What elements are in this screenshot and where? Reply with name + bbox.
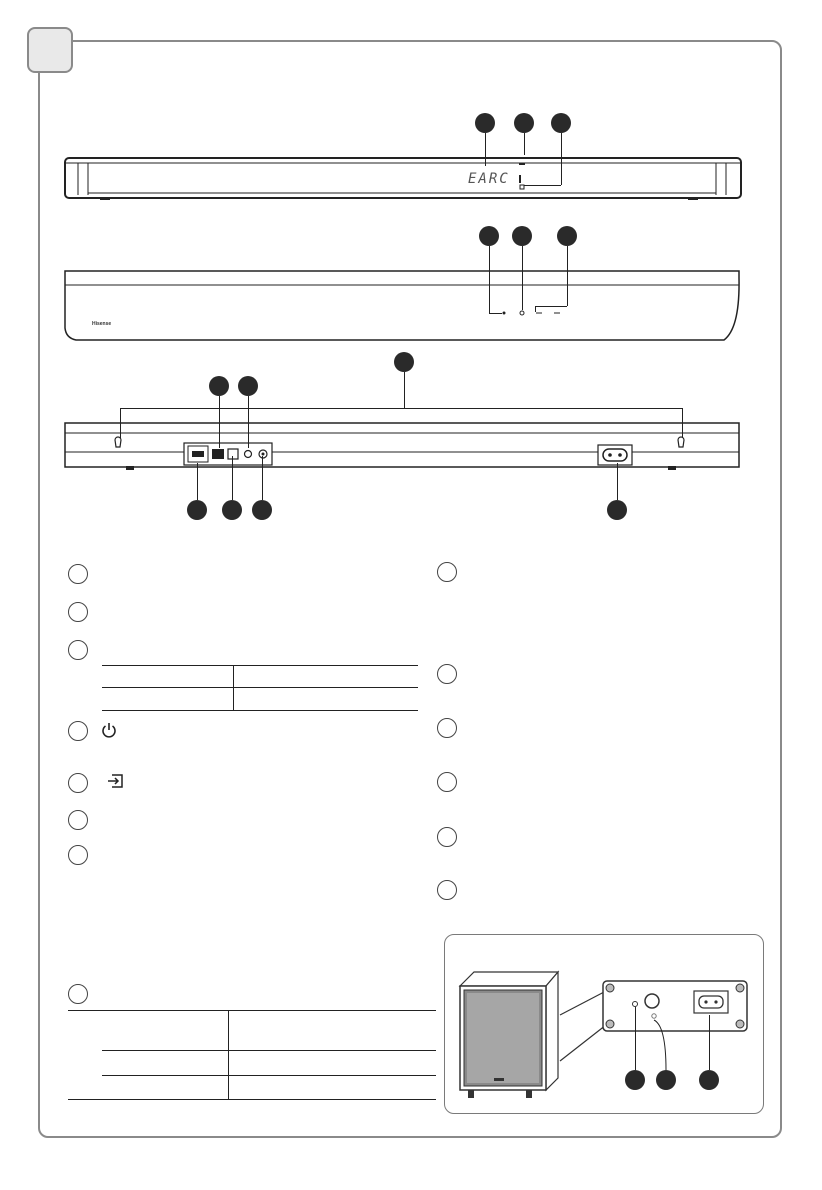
legend-number-marker — [68, 984, 88, 1004]
leader-line — [489, 313, 502, 314]
callout-marker — [238, 376, 258, 396]
leader-line — [652, 1018, 672, 1072]
legend-number-marker — [68, 602, 88, 622]
leader-line — [485, 133, 486, 166]
callout-marker — [252, 500, 272, 520]
spec-table-rule — [102, 1075, 436, 1076]
spec-table-rule — [228, 1010, 229, 1099]
spec-table-rule — [102, 687, 418, 688]
spec-table-rule — [68, 1010, 436, 1011]
subwoofer-illustration — [454, 966, 564, 1106]
legend-number-marker — [68, 721, 88, 741]
callout-marker — [187, 500, 207, 520]
brand-logo: Hisense — [92, 321, 112, 327]
leader-line — [404, 372, 405, 408]
leader-line — [617, 463, 618, 500]
input-source-icon — [107, 773, 125, 793]
callout-marker — [514, 113, 534, 133]
leader-line — [567, 246, 568, 306]
power-icon — [101, 722, 117, 742]
callout-marker — [699, 1070, 719, 1090]
leader-line — [197, 463, 198, 500]
leader-line — [535, 306, 567, 307]
callout-marker — [656, 1070, 676, 1090]
leader-line — [524, 133, 525, 155]
callout-marker — [475, 113, 495, 133]
callout-marker — [394, 352, 414, 372]
section-tab — [27, 27, 73, 73]
soundbar-top-view — [64, 268, 744, 342]
subwoofer-rear-panel — [602, 980, 748, 1032]
spec-table-rule — [68, 1099, 436, 1100]
spec-table-rule — [233, 665, 234, 710]
leader-line — [248, 396, 249, 448]
callout-marker — [551, 113, 571, 133]
callout-marker — [209, 376, 229, 396]
legend-number-marker — [68, 564, 88, 584]
leader-line — [524, 185, 561, 186]
callout-marker — [625, 1070, 645, 1090]
leader-line — [682, 408, 683, 438]
legend-number-marker — [68, 773, 88, 793]
front-display-text: EARC — [468, 171, 510, 187]
callout-marker — [222, 500, 242, 520]
legend-number-marker — [437, 664, 457, 684]
callout-marker — [512, 226, 532, 246]
spec-table-rule — [102, 710, 418, 711]
leader-line — [709, 1015, 710, 1070]
legend-number-marker — [437, 718, 457, 738]
leader-line — [635, 1007, 636, 1070]
leader-line — [535, 306, 536, 312]
legend-number-marker — [68, 810, 88, 830]
leader-line — [561, 133, 562, 185]
legend-number-marker — [68, 640, 88, 660]
spec-table-rule — [102, 1050, 436, 1051]
leader-line — [262, 456, 263, 500]
legend-number-marker — [437, 827, 457, 847]
legend-number-marker — [437, 772, 457, 792]
legend-number-marker — [68, 845, 88, 865]
callout-marker — [607, 500, 627, 520]
leader-line — [232, 456, 233, 500]
callout-marker — [479, 226, 499, 246]
legend-number-marker — [437, 880, 457, 900]
leader-line — [219, 396, 220, 448]
leader-line — [489, 246, 490, 313]
soundbar-front-view — [64, 155, 744, 205]
callout-marker — [557, 226, 577, 246]
leader-line — [522, 246, 523, 310]
leader-line — [120, 408, 682, 409]
leader-line — [120, 408, 121, 438]
soundbar-rear-view — [64, 420, 744, 472]
spec-table-rule — [102, 665, 418, 666]
legend-number-marker — [437, 562, 457, 582]
